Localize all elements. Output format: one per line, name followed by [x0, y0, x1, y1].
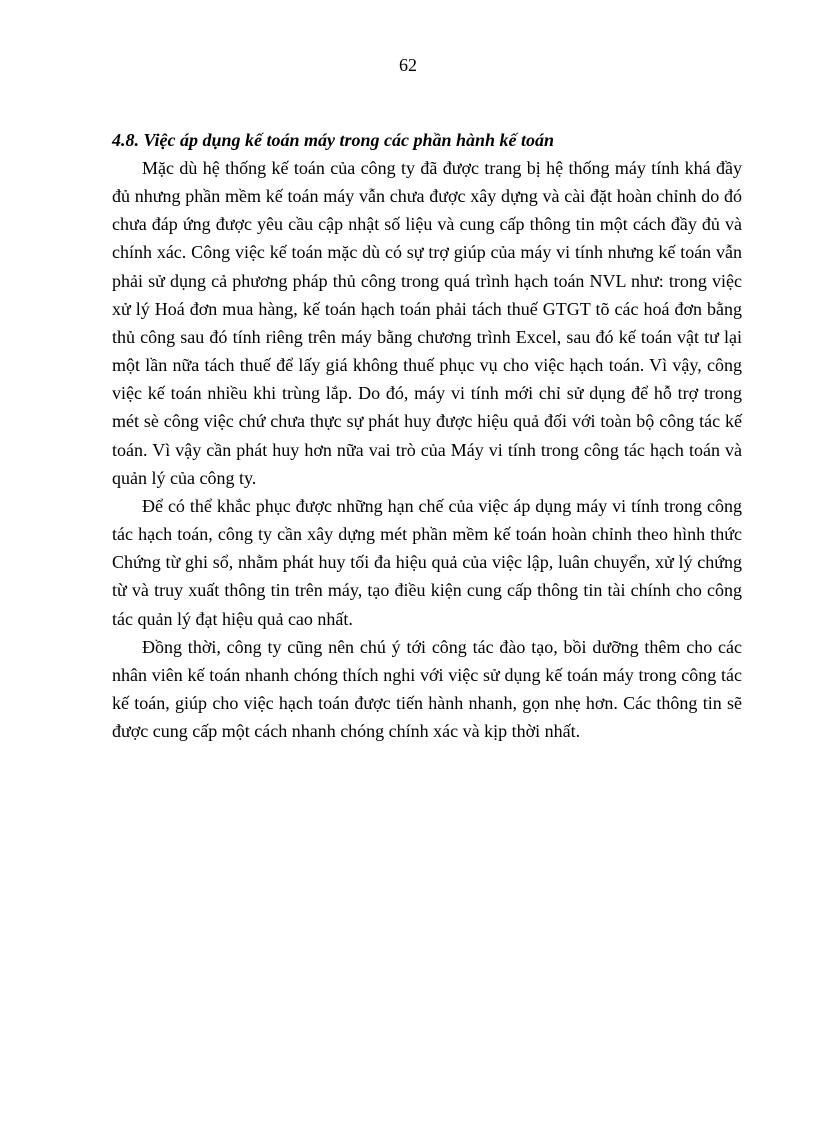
- paragraph-1: Mặc dù hệ thống kế toán của công ty đã được trang bị hệ thống máy tính khá đầy đủ nhưng phần mềm kế toán máy vẫn chưa được xây dựng và cài đặt hoàn chỉnh do đó chưa đáp ứng được yêu cầu cập nhật số liệu và cung cấp thông tin một cách đầy đủ và chính xác. Công việc kế toán mặc dù có sự trợ giúp của máy vi tính nhưng kế toán vẫn phải sử dụng cả phương pháp thủ công trong quá trình hạch toán NVL như: trong việc xử lý Hoá đơn mua hàng, kế toán hạch toán phải tách thuế GTGT tõ các hoá đơn bằng thủ công sau đó tính riêng trên máy bằng chương trình Excel, sau đó kế toán vật tư lại một lần nữa tách thuế để lấy giá không thuế phục vụ cho việc hạch toán. Vì vậy, công việc kế toán nhiều khi trùng lắp. Do đó, máy vi tính mới chỉ sử dụng để hỗ trợ trong mét sè công việc chứ chưa thực sự phát huy được hiệu quả đối với toàn bộ công tác kế toán. Vì vậy cần phát huy hơn nữa vai trò của Máy vi tính trong công tác hạch toán và quản lý của công ty.: [112, 158, 742, 488]
- paragraph-2: Để có thể khắc phục được những hạn chế của việc áp dụng máy vi tính trong công tác hạch toán, công ty cần xây dựng mét phần mềm kế toán hoàn chỉnh theo hình thức Chứng từ ghi sổ, nhằm phát huy tối đa hiệu quả của việc lập, luân chuyển, xử lý chứng từ và truy xuất thông tin trên máy, tạo điều kiện cung cấp thông tin tài chính cho công tác quản lý đạt hiệu quả cao nhất.: [112, 495, 742, 629]
- section-heading: 4.8. Việc áp dụng kế toán máy trong các phần hành kế toán: [112, 130, 555, 150]
- paragraph-3: Đồng thời, công ty cũng nên chú ý tới công tác đào tạo, bồi dưỡng thêm cho các nhân viên kế toán nhanh chóng thích nghi với việc sử dụng kế toán máy trong công tác kế toán, giúp cho việc hạch toán được tiến hành nhanh, gọn nhẹ hơn. Các thông tin sẽ được cung cấp một cách nhanh chóng chính xác và kịp thời nhất.: [112, 636, 742, 742]
- document-body: [112, 126, 742, 745]
- page-number: 62: [399, 55, 417, 75]
